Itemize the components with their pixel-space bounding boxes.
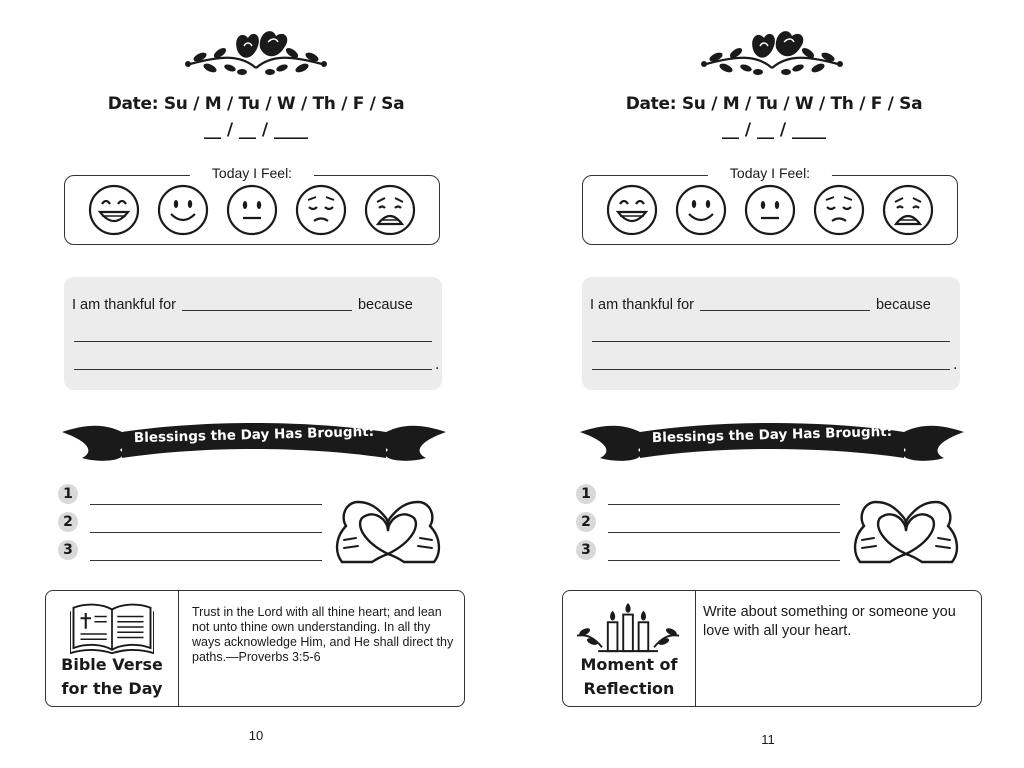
thankful-line-1[interactable] [592, 341, 950, 342]
smiling-face-icon[interactable] [675, 184, 727, 236]
date-line [60, 94, 452, 114]
upset-face-icon[interactable] [882, 184, 934, 236]
box-divider [695, 591, 696, 706]
floral-flourish-icon [696, 24, 848, 82]
box-title-line-1: Moment of [580, 655, 678, 674]
mood-box [64, 165, 440, 245]
date-line [578, 94, 970, 114]
thankful-period: . [435, 357, 440, 373]
thankful-prefix: I am thankful for [72, 297, 176, 313]
mood-faces [583, 176, 957, 244]
thankful-suffix: because [875, 297, 931, 313]
date-blanks[interactable]: __ / __ / ____ [721, 120, 827, 140]
thankful-period: . [953, 357, 958, 373]
upset-face-icon[interactable] [364, 184, 416, 236]
box-title-line-2: Reflection [583, 679, 675, 698]
date-days: : Su / M / Tu / W / Th / F / Sa [669, 94, 923, 114]
thankful-blank[interactable] [182, 310, 352, 311]
blessing-number-3: 3 [58, 540, 78, 560]
neutral-face-icon[interactable] [226, 184, 278, 236]
blessing-number-2: 2 [58, 512, 78, 532]
blessing-number-2: 2 [576, 512, 596, 532]
blessing-line-2[interactable] [90, 532, 322, 533]
thankful-line-1[interactable] [74, 341, 432, 342]
sad-face-icon[interactable] [295, 184, 347, 236]
mood-label: Today I Feel: [190, 165, 314, 181]
reflection-prompt-text: Write about something or someone you love with all your heart. [703, 604, 956, 639]
candles-icon [571, 603, 687, 655]
banner-title: Blessings the Day Has Brought: [133, 423, 375, 447]
blessings-banner [580, 418, 964, 476]
blessings-banner [62, 418, 446, 476]
date-label: Date [625, 94, 670, 114]
bible-verse-text: Trust in the Lord with all thine heart; and lean not unto thine own understanding. In all thy ways acknowledge Him, and He shall direct thy paths.—Proverbs 3:5-6 [192, 605, 454, 664]
page-number: 10 [248, 728, 264, 743]
floral-flourish-icon [180, 24, 332, 82]
blessing-line-3[interactable] [608, 560, 840, 561]
heart-hands-icon [850, 496, 962, 568]
date-label: Date [107, 94, 152, 114]
thankful-row [72, 297, 434, 313]
smiling-face-icon[interactable] [157, 184, 209, 236]
date-days: : Su / M / Tu / W / Th / F / Sa [151, 94, 405, 114]
thankful-line-2[interactable] [592, 369, 950, 370]
mood-label: Today I Feel: [708, 165, 832, 181]
blessing-number-1: 1 [576, 484, 596, 504]
blessing-line-2[interactable] [608, 532, 840, 533]
blessing-line-1[interactable] [608, 504, 840, 505]
blessing-number-3: 3 [576, 540, 596, 560]
thankful-row [590, 297, 952, 313]
laughing-face-icon[interactable] [606, 184, 658, 236]
box-title-line-2: for the Day [61, 679, 163, 698]
thankful-prefix: I am thankful for [590, 297, 694, 313]
blessing-number-1: 1 [58, 484, 78, 504]
heart-hands-icon [332, 496, 444, 568]
box-divider [178, 591, 179, 706]
thankful-line-2[interactable] [74, 369, 432, 370]
thankful-panel [64, 277, 442, 390]
mood-box [582, 165, 958, 245]
thankful-blank[interactable] [700, 310, 870, 311]
box-title-line-1: Bible Verse [61, 655, 163, 674]
sad-face-icon[interactable] [813, 184, 865, 236]
neutral-face-icon[interactable] [744, 184, 796, 236]
thankful-suffix: because [357, 297, 413, 313]
bible-verse-box [45, 590, 465, 707]
laughing-face-icon[interactable] [88, 184, 140, 236]
page-number: 11 [761, 732, 775, 747]
blessing-line-3[interactable] [90, 560, 322, 561]
blessing-line-1[interactable] [90, 504, 322, 505]
banner-title: Blessings the Day Has Brought: [651, 423, 893, 447]
open-bible-icon [70, 599, 154, 655]
thankful-panel [582, 277, 960, 390]
reflection-box [562, 590, 982, 707]
mood-faces [65, 176, 439, 244]
date-blanks[interactable]: __ / __ / ____ [203, 120, 309, 140]
journal-page-right [512, 0, 1024, 768]
